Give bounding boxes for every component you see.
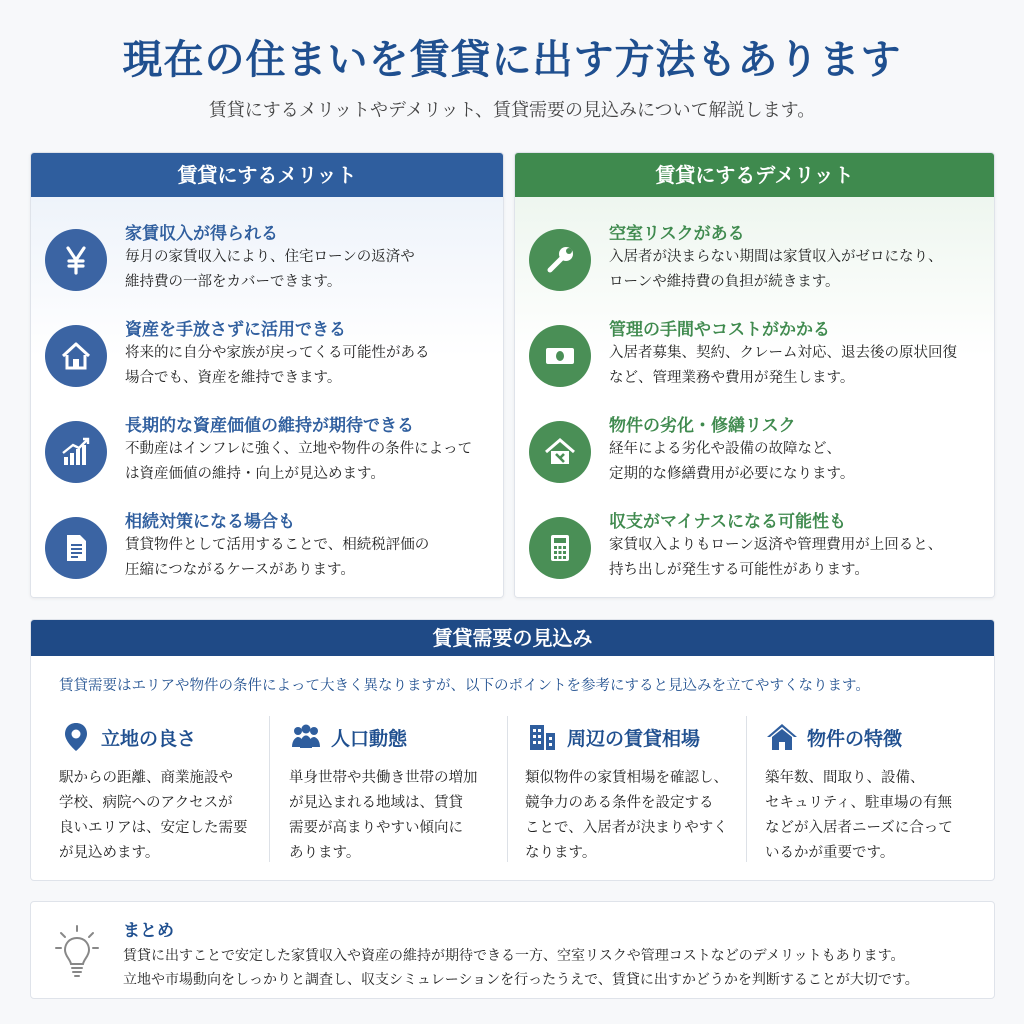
demand-point-desc: 単身世帯や共働き世帯の増加 が見込まれる地域は、賃貸 需要が高まりやすい傾向に あります。 <box>289 770 478 861</box>
demerit-item <box>515 507 994 597</box>
repair-house-icon <box>529 421 591 483</box>
demerit-panel <box>514 152 995 598</box>
demerit-title: 管理の手間やコストがかかる <box>609 320 830 340</box>
merit-title: 相続対策になる場合も <box>125 512 295 532</box>
summary-box <box>30 901 995 999</box>
demerit-title: 収支がマイナスになる可能性も <box>609 512 846 532</box>
demand-point-title: 人口動態 <box>331 727 408 750</box>
demerit-desc: 入居者が決まらない期間は家賃収入がゼロになり、 ローンや維持費の負担が続きます。 <box>609 249 943 290</box>
merit-desc: 将来的に自分や家族が戻ってくる可能性がある 場合でも、資産を維持できます。 <box>125 345 430 386</box>
location-pin-icon <box>59 720 93 754</box>
demand-point <box>765 716 980 862</box>
demand-point-desc: 類似物件の家賃相場を確認し、 競争力のある条件を設定する ことで、入居者が決まりやすく なります。 <box>525 770 728 861</box>
demand-point-desc: 築年数、間取り、設備、 セキュリティ、駐車場の有無 などが入居者ニーズに合って いるかが重要です。 <box>765 770 953 861</box>
demerit-item <box>515 411 994 501</box>
merit-title: 家賃収入が得られる <box>125 224 278 244</box>
merit-title: 長期的な資産価値の維持が期待できる <box>125 416 414 436</box>
demand-point <box>59 716 269 862</box>
calculator-icon <box>529 517 591 579</box>
demand-point-desc: 駅からの距離、商業施設や 学校、病院へのアクセスが 良いエリアは、安定した需要 が見込めます。 <box>59 770 248 861</box>
money-icon <box>529 325 591 387</box>
growth-chart-icon <box>45 421 107 483</box>
merit-item <box>31 219 503 309</box>
wrench-icon <box>529 229 591 291</box>
demand-intro: 賃貸需要はエリアや物件の条件によって大きく異なりますが、以下のポイントを参考にすると見込みを立てやすくなります。 <box>59 678 870 694</box>
summary-title: まとめ <box>123 921 174 941</box>
house-icon <box>45 325 107 387</box>
merit-desc: 毎月の家賃収入により、住宅ローンの返済や 維持費の一部をカバーできます。 <box>125 249 415 290</box>
demerit-desc: 経年による劣化や設備の故障など、 定期的な修繕費用が必要になります。 <box>609 441 855 482</box>
demand-point-title: 立地の良さ <box>101 727 197 750</box>
demand-point <box>525 716 745 862</box>
merit-desc: 不動産はインフレに強く、立地や物件の条件によって は資産価値の維持・向上が見込めます。 <box>125 441 473 482</box>
merit-desc: 賃貸物件として活用することで、相続税評価の 圧縮につながるケースがあります。 <box>125 537 430 578</box>
lightbulb-icon <box>55 924 99 980</box>
demand-heading: 賃貸需要の見込み <box>31 620 994 656</box>
merit-item <box>31 411 503 501</box>
merit-title: 資産を手放さずに活用できる <box>125 320 346 340</box>
page-subtitle: 賃貸にするメリットやデメリット、賃貸需要の見込みについて解説します。 <box>208 100 816 121</box>
demand-point-title: 周辺の賃貸相場 <box>567 727 701 750</box>
demerit-title: 物件の劣化・修繕リスク <box>609 416 796 436</box>
demerit-desc: 入居者募集、契約、クレーム対応、退去後の原状回復 など、管理業務や費用が発生します。 <box>609 345 957 386</box>
merit-item <box>31 315 503 405</box>
demand-point-title: 物件の特徴 <box>807 727 903 750</box>
document-icon <box>45 517 107 579</box>
demerit-title: 空室リスクがある <box>609 224 745 244</box>
demerit-desc: 家賃収入よりもローン返済や管理費用が上回ると、 持ち出しが発生する可能性があります。 <box>609 537 943 578</box>
merit-panel <box>30 152 504 598</box>
demerit-item <box>515 315 994 405</box>
demerit-item <box>515 219 994 309</box>
demerit-heading: 賃貸にするデメリット <box>515 153 994 197</box>
page-title: 現在の住まいを賃貸に出す方法もあります <box>122 37 902 83</box>
merit-heading: 賃貸にするメリット <box>31 153 503 197</box>
building-icon <box>525 720 559 754</box>
summary-text: 賃貸に出すことで安定した家賃収入や資産の維持が期待できる一方、空室リスクや管理コストなどのデメリットもあります。 立地や市場動向をしっかりと調査し、収支シミュレーションを行ったうえで、賃貸に出すかどうかを判断することが大切です。 <box>123 948 919 988</box>
people-icon <box>289 720 323 754</box>
demand-point <box>289 716 509 862</box>
yen-icon <box>45 229 107 291</box>
demand-section <box>30 619 995 881</box>
merit-item <box>31 507 503 597</box>
home-icon <box>765 720 799 754</box>
